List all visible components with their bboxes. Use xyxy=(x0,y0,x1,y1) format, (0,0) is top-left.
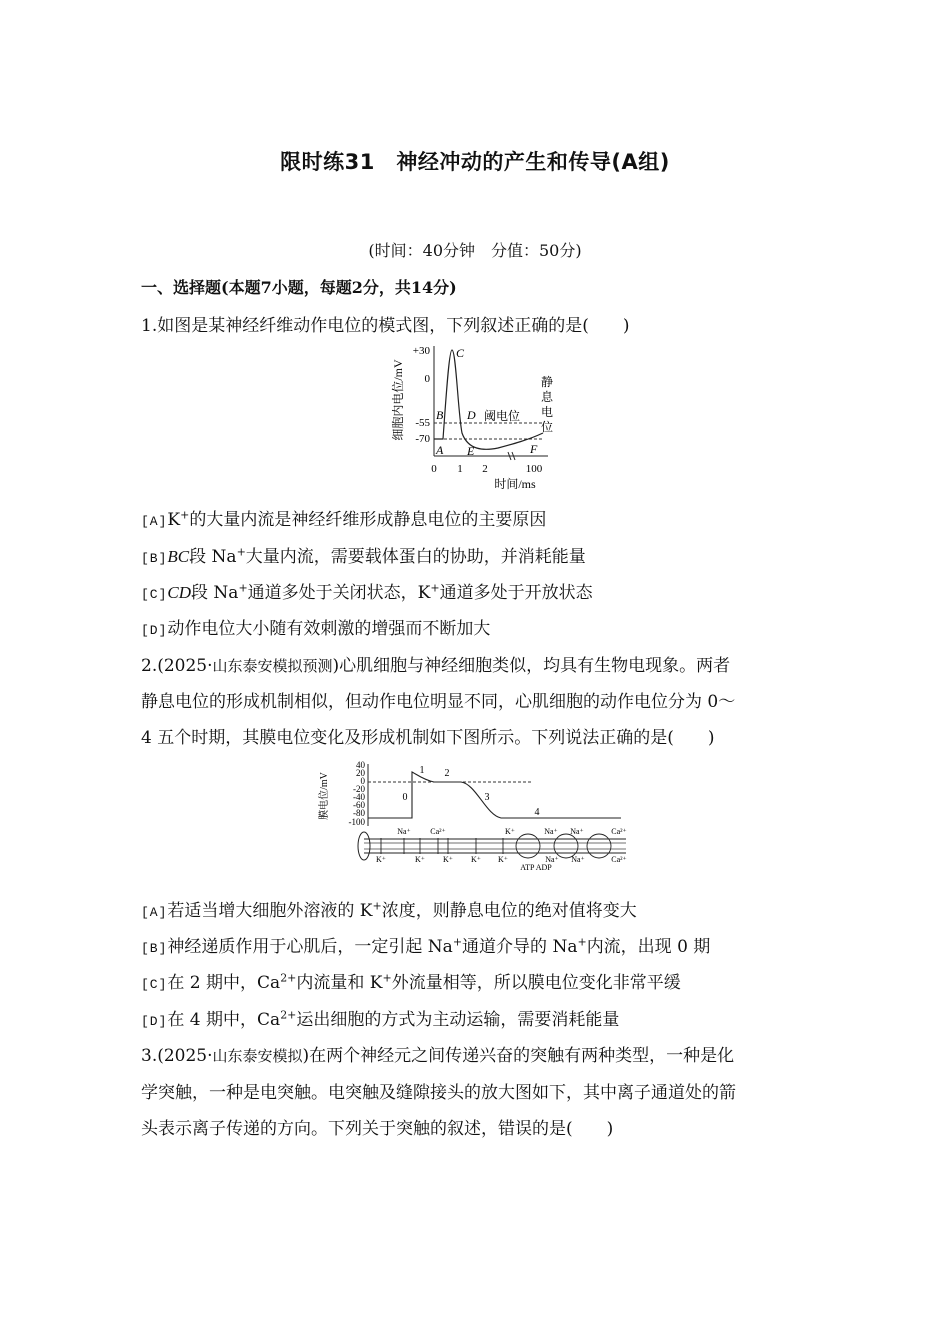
q2-ion-label: K⁺ xyxy=(498,855,508,864)
q2-option-c: [C]在 2 期中，$Ca^{2+}$内流量和 K+外流量相等，所以膜电位变化非常平缓 xyxy=(141,971,681,993)
q2-ylabel: 膜电位/mV xyxy=(319,772,330,820)
q1-ytick: 0 xyxy=(424,373,430,385)
q1-action-potential-figure xyxy=(388,338,563,496)
q2-ion-label: Na⁺ xyxy=(570,827,584,836)
q1-ytick: -55 xyxy=(415,417,430,429)
q2-phase-label: 1 xyxy=(419,765,425,776)
q2-ytick: -20 xyxy=(353,784,365,794)
q1-threshold-label: 阈电位 xyxy=(484,409,521,423)
q3-stem-line2: 学突触，一种是电突触。电突触及缝隙接头的放大图如下，其中离子通道处的箭 xyxy=(141,1083,736,1103)
q2-phase-label: 4 xyxy=(534,807,540,818)
q2-ytick: -60 xyxy=(353,800,365,810)
q1-ytick: -70 xyxy=(415,433,430,445)
q2-ytick: 40 xyxy=(356,760,365,770)
q2-ytick: -40 xyxy=(353,792,365,802)
q3-stem-line1: 3.(2025·山东泰安模拟)在两个神经元之间传递兴奋的突触有两种类型，一种是化 xyxy=(141,1046,735,1066)
q1-ylabel: 细胞内电位/mV xyxy=(391,359,405,441)
q2-ion-label: Ca²⁺ xyxy=(611,827,627,836)
q1-xtick: 0 xyxy=(431,463,437,475)
q2-option-b: [B]神经递质作用于心肌后，一定引起 Na+通道介导的 Na+内流，出现 0 期 xyxy=(141,935,711,957)
q2-stem-line2: 静息电位的形成机制相似，但动作电位明显不同，心肌细胞的动作电位分为 0～ xyxy=(141,692,736,712)
q2-ion-label: K⁺ xyxy=(443,855,453,864)
q2-stem-line1: 2.(2025·山东泰安模拟预测)心肌细胞与神经细胞类似，均具有生物电现象。两者 xyxy=(141,656,731,676)
q1-xtick: 100 xyxy=(525,463,543,475)
section-heading: 一、选择题(本题7小题，每题2分，共14分) xyxy=(141,278,457,297)
q1-stem: 1.如图是某神经纤维动作电位的模式图，下列叙述正确的是( ) xyxy=(141,316,630,336)
q2-option-a: [A]若适当增大细胞外溶液的 K+浓度，则静息电位的绝对值将变大 xyxy=(141,899,637,921)
q2-ion-label: Na⁺ xyxy=(397,827,411,836)
q2-ion-label: Na⁺ xyxy=(571,855,585,864)
q1-label-C: C xyxy=(456,346,465,360)
q1-rest-label: 息 xyxy=(541,390,554,404)
page-title: 限时练31 神经冲动的产生和传导(A组) xyxy=(280,150,670,174)
q1-xtick: 2 xyxy=(482,463,488,475)
q2-atp-label: ATP ADP xyxy=(520,863,552,872)
exam-meta: (时间：40分钟 分值：50分) xyxy=(368,241,582,260)
q1-rest-label: 静 xyxy=(541,375,554,389)
q3-stem-line3: 头表示离子传递的方向。下列关于突触的叙述，错误的是( ) xyxy=(141,1119,614,1139)
q2-stem-line3: 4 五个时期，其膜电位变化及形成机制如下图所示。下列说法正确的是( ) xyxy=(141,728,715,748)
q1-option-d: [D]动作电位大小随有效刺激的增强而不断加大 xyxy=(141,619,491,639)
q1-option-b: [B]BC段 Na+大量内流，需要载体蛋白的协助，并消耗能量 xyxy=(141,545,586,567)
q2-phase-label: 0 xyxy=(402,792,408,803)
q2-ytick: -80 xyxy=(353,808,365,818)
q1-label-B: B xyxy=(436,408,444,422)
q2-ion-label: K⁺ xyxy=(376,855,386,864)
q2-phase-label: 3 xyxy=(484,792,490,803)
q1-label-D: D xyxy=(467,408,476,422)
q1-label-A: A xyxy=(436,443,444,457)
q1-rest-label: 电 xyxy=(541,405,554,419)
q1-rest-label: 位 xyxy=(541,420,554,434)
q1-option-a: [A]K+的大量内流是神经纤维形成静息电位的主要原因 xyxy=(141,508,547,530)
q2-ion-label: Ca²⁺ xyxy=(430,827,446,836)
q1-label-E: E xyxy=(467,444,475,458)
q2-ytick: -100 xyxy=(348,817,365,827)
q1-xlabel: 时间/ms xyxy=(494,477,536,491)
q2-ion-label: Na⁺ xyxy=(544,827,558,836)
q2-ion-label: Ca²⁺ xyxy=(611,855,627,864)
q1-xtick: 1 xyxy=(457,463,463,475)
q2-ytick: 0 xyxy=(360,776,365,786)
q2-phase-label: 2 xyxy=(444,768,450,779)
q2-option-d: [D]在 4 期中，$Ca^{2+}$运出细胞的方式为主动运输，需要消耗能量 xyxy=(141,1008,620,1030)
q1-label-F: F xyxy=(530,442,538,456)
q2-cardiac-figure xyxy=(316,760,636,875)
q2-ion-label: K⁺ xyxy=(471,855,481,864)
q2-ion-label: Na⁺ xyxy=(545,855,559,864)
q1-option-c: [C]CD段 Na+通道多处于关闭状态，K+通道多处于开放状态 xyxy=(141,581,593,603)
q1-ytick: +30 xyxy=(412,345,430,357)
q2-ion-label: K⁺ xyxy=(415,855,425,864)
q2-ytick: 20 xyxy=(356,768,365,778)
q2-ion-label: K⁺ xyxy=(505,827,515,836)
